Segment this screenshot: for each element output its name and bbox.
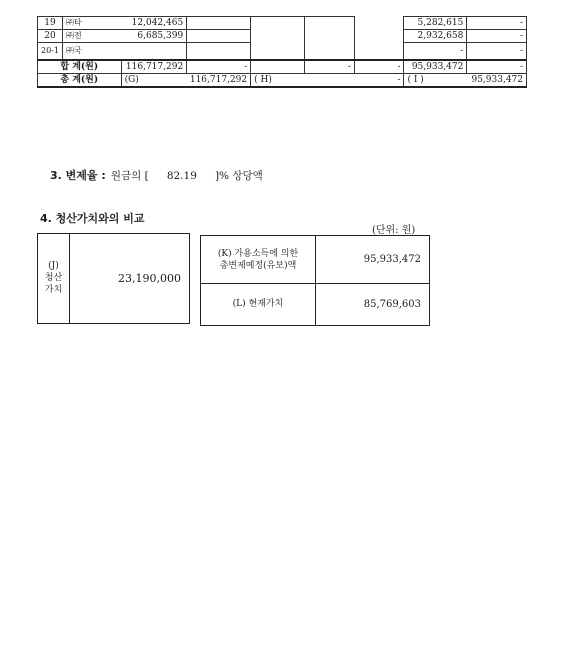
creditor-name: ㈜전	[62, 30, 121, 43]
subtotal-cell: -	[305, 60, 355, 74]
k-value: 95,933,472	[363, 254, 421, 265]
section4-title: 4. 청산가치와의 비교	[40, 212, 145, 225]
principal-cell: 12,042,465	[121, 17, 187, 30]
total-label: 총 계(원)	[38, 74, 122, 88]
amount-cell: -	[467, 30, 527, 43]
liquidation-label-code: (J)	[48, 261, 59, 271]
principal-cell	[121, 43, 187, 61]
cell	[187, 17, 251, 30]
cell	[251, 30, 305, 43]
cell	[251, 60, 305, 74]
table-row	[38, 43, 527, 61]
liquidation-label-2: 가치	[44, 285, 63, 295]
i-label: ( I )	[404, 74, 467, 88]
liquidation-value-box	[37, 233, 190, 324]
section3-suffix: ]% 상당액	[214, 170, 263, 182]
liquidation-value: 23,190,000	[118, 272, 181, 285]
liquidation-label-1: 청산	[44, 273, 63, 283]
subtotal-cell: -	[467, 60, 527, 74]
unit-label: (단위: 원)	[372, 225, 416, 236]
g-value: 116,717,292	[187, 74, 251, 88]
subtotal-cell: -	[187, 60, 251, 74]
row-no: 20-1	[38, 43, 63, 61]
creditor-table	[37, 16, 527, 88]
row-no: 20	[38, 30, 63, 43]
subtotal-cell: -	[354, 60, 404, 74]
cell	[305, 30, 355, 43]
cell	[251, 17, 305, 30]
k-label-2: 총변제예정(유보)액	[219, 261, 297, 271]
amount-cell: 5,282,615	[404, 17, 467, 30]
k-label-1: (K) 가용소득에 의한	[217, 249, 299, 259]
creditor-name: ㈜국	[62, 43, 121, 61]
h-value: -	[305, 74, 404, 88]
table-row	[38, 30, 527, 43]
k-label	[201, 248, 315, 272]
amount-cell: -	[467, 17, 527, 30]
amount-cell: -	[467, 43, 527, 61]
repayment-rate-value: 82.19	[166, 170, 197, 182]
l-value: 85,769,603	[363, 299, 421, 310]
subtotal-amount: 95,933,472	[404, 60, 467, 74]
table-row	[38, 17, 527, 30]
principal-cell: 6,685,399	[121, 30, 187, 43]
section3-title: 3. 변제율 :	[50, 169, 106, 182]
repayment-comparison-box	[200, 235, 430, 326]
section3-prefix: 원금의 [	[110, 170, 149, 182]
amount-cell: -	[404, 43, 467, 61]
cell	[187, 30, 251, 43]
amount-cell: 2,932,658	[404, 30, 467, 43]
row-no: 19	[38, 17, 63, 30]
cell	[187, 43, 251, 61]
g-label: (G)	[121, 74, 187, 88]
cell	[305, 17, 355, 30]
subtotal-row	[38, 60, 527, 74]
repayment-rate-line	[50, 164, 263, 183]
l-label: (L) 현재가치	[232, 299, 284, 309]
i-value: 95,933,472	[467, 74, 527, 88]
cell	[305, 43, 355, 61]
h-label: ( H)	[251, 74, 305, 88]
total-row	[38, 74, 527, 88]
subtotal-label: 합 계(원)	[38, 60, 122, 74]
subtotal-principal: 116,717,292	[121, 60, 187, 74]
liquidation-label	[38, 260, 69, 296]
cell	[251, 43, 305, 61]
creditor-name: ㈜타	[62, 17, 121, 30]
